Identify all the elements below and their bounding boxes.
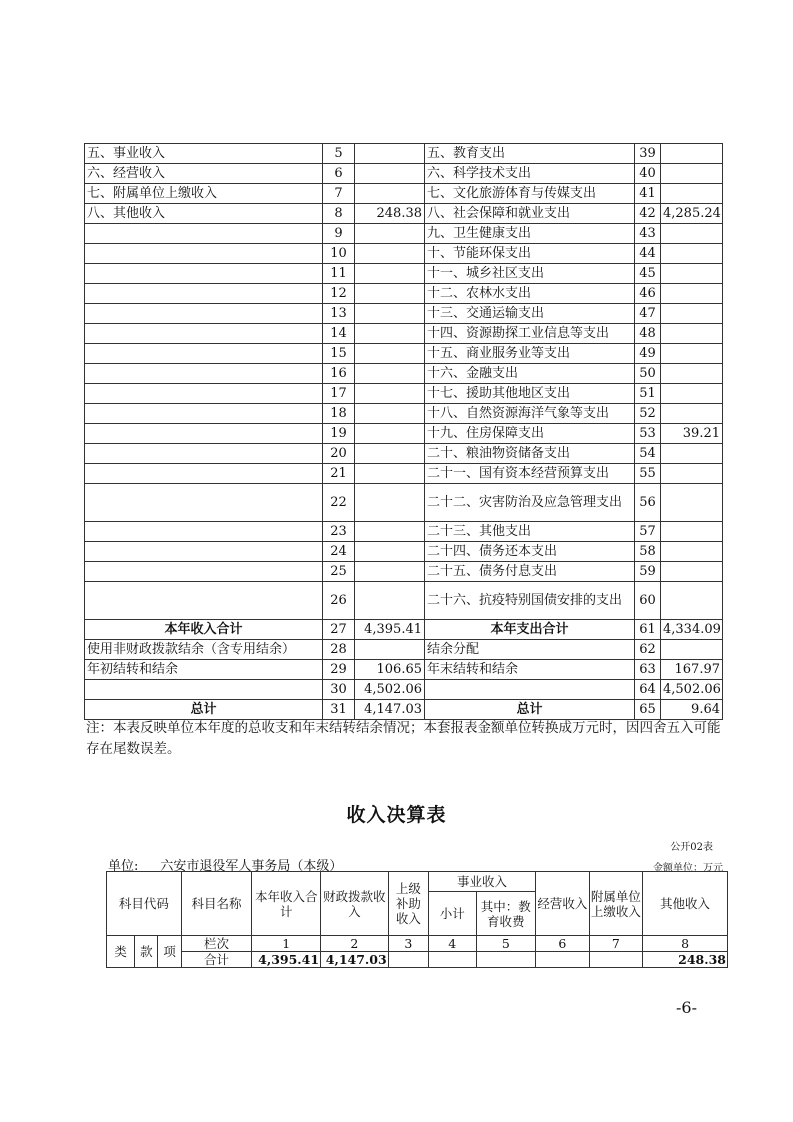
income-amount: [355, 144, 425, 164]
expense-line-no: 43: [635, 224, 661, 244]
expense-amount: [661, 384, 723, 404]
expense-amount: [661, 444, 723, 464]
expense-line-no: 57: [635, 522, 661, 542]
expense-line-no: 48: [635, 324, 661, 344]
income-line-no: 5: [323, 144, 355, 164]
table-row: [85, 404, 723, 424]
column-no-7: 7: [589, 936, 643, 952]
expense-line-no: 41: [635, 184, 661, 204]
header-subject-name: 科目名称: [181, 872, 252, 936]
amount-unit: 金额单位：万元: [653, 863, 723, 874]
expense-line-no: 45: [635, 264, 661, 284]
income-line-no: 29: [323, 660, 355, 680]
expense-line-no: 40: [635, 164, 661, 184]
expense-item: [425, 680, 635, 700]
table-row: [85, 582, 723, 620]
income-item: [85, 284, 323, 304]
income-line-no: 17: [323, 384, 355, 404]
income-line-no: 14: [323, 324, 355, 344]
income-line-no: 30: [323, 680, 355, 700]
expense-item: 十八、自然资源海洋气象等支出: [425, 404, 635, 424]
table-row: [85, 244, 723, 264]
table-code: 公开02表: [670, 842, 713, 853]
expense-item: 二十三、其他支出: [425, 522, 635, 542]
income-amount: [355, 582, 425, 620]
income-amount: [355, 424, 425, 444]
header-affiliated-income: 附属单位上缴收入: [589, 872, 643, 936]
expense-item: 十七、援助其他地区支出: [425, 384, 635, 404]
income-item: [85, 404, 323, 424]
income-item: 本年收入合计: [85, 620, 323, 640]
expense-amount: 39.21: [661, 424, 723, 444]
income-line-no: 15: [323, 344, 355, 364]
expense-amount: [661, 284, 723, 304]
expense-amount: [661, 144, 723, 164]
income-amount: [355, 384, 425, 404]
expense-item: 九、卫生健康支出: [425, 224, 635, 244]
table-row: [85, 700, 723, 720]
income-amount: [355, 364, 425, 384]
expense-line-no: 53: [635, 424, 661, 444]
income-line-no: 7: [323, 184, 355, 204]
income-item: [85, 444, 323, 464]
income-item: 总计: [85, 700, 323, 720]
table-row: [85, 562, 723, 582]
income-item: [85, 582, 323, 620]
expense-amount: [661, 244, 723, 264]
table-row: [85, 384, 723, 404]
income-amount: [355, 284, 425, 304]
header-annual-income-total: 本年收入合计: [252, 872, 321, 936]
income-amount: [355, 542, 425, 562]
expense-item: 二十二、灾害防治及应急管理支出: [425, 484, 635, 522]
expense-line-no: 62: [635, 640, 661, 660]
total-annual-income: 4,395.41: [252, 952, 321, 968]
table-row: [85, 542, 723, 562]
unit-name: 六安市退役军人事务局（本级）: [160, 859, 343, 874]
table-row: [85, 484, 723, 522]
header-subtotal: 小计: [429, 892, 476, 936]
expense-line-no: 63: [635, 660, 661, 680]
income-line-no: 27: [323, 620, 355, 640]
table-row: [85, 284, 723, 304]
expense-item: 本年支出合计: [425, 620, 635, 640]
table-row: [85, 164, 723, 184]
income-amount: [355, 184, 425, 204]
expense-item: 六、科学技术支出: [425, 164, 635, 184]
income-amount: 106.65: [355, 660, 425, 680]
header-fiscal-appropriation: 财政拨款收入: [321, 872, 389, 936]
expense-amount: [661, 164, 723, 184]
income-amount: [355, 324, 425, 344]
expense-amount: [661, 640, 723, 660]
total-other-income: 248.38: [643, 952, 728, 968]
income-amount: [355, 522, 425, 542]
income-item: [85, 542, 323, 562]
expense-item: 结余分配: [425, 640, 635, 660]
income-item: [85, 304, 323, 324]
expense-item: 二十一、国有资本经营预算支出: [425, 464, 635, 484]
income-line-no: 25: [323, 562, 355, 582]
expense-line-no: 55: [635, 464, 661, 484]
income-amount: 4,502.06: [355, 680, 425, 700]
header-other-income: 其他收入: [643, 872, 728, 936]
total-education-fees: [476, 952, 536, 968]
income-line-no: 24: [323, 542, 355, 562]
table-row: [85, 324, 723, 344]
expense-line-no: 46: [635, 284, 661, 304]
expense-item: 十五、商业服务业等支出: [425, 344, 635, 364]
income-amount: [355, 464, 425, 484]
expense-item: 十三、交通运输支出: [425, 304, 635, 324]
expense-amount: [661, 324, 723, 344]
header-kuan: 款: [135, 936, 158, 968]
income-item: 年初结转和结余: [85, 660, 323, 680]
table-row: [85, 522, 723, 542]
header-xiang: 项: [158, 936, 181, 968]
table-row: [85, 660, 723, 680]
table-row: [85, 620, 723, 640]
income-line-no: 10: [323, 244, 355, 264]
income-line-no: 18: [323, 404, 355, 424]
income-amount: [355, 164, 425, 184]
income-item: 八、其他收入: [85, 204, 323, 224]
table-row: [85, 344, 723, 364]
expense-item: 十九、住房保障支出: [425, 424, 635, 444]
income-item: [85, 424, 323, 444]
table-row: [85, 680, 723, 700]
table-row: [85, 144, 723, 164]
expense-item: 十、节能环保支出: [425, 244, 635, 264]
expense-line-no: 54: [635, 444, 661, 464]
table-row: [85, 264, 723, 284]
expense-amount: [661, 224, 723, 244]
expense-line-no: 39: [635, 144, 661, 164]
expense-amount: [661, 184, 723, 204]
income-amount: 248.38: [355, 204, 425, 224]
expense-amount: [661, 582, 723, 620]
income-line-no: 16: [323, 364, 355, 384]
table-row: [85, 464, 723, 484]
column-no-8: 8: [643, 936, 728, 952]
income-amount: [355, 224, 425, 244]
expense-item: 五、教育支出: [425, 144, 635, 164]
expense-item: 十一、城乡社区支出: [425, 264, 635, 284]
expense-item: 年末结转和结余: [425, 660, 635, 680]
expense-amount: [661, 304, 723, 324]
expense-amount: [661, 364, 723, 384]
expense-line-no: 64: [635, 680, 661, 700]
income-item: 七、附属单位上缴收入: [85, 184, 323, 204]
income-amount: [355, 264, 425, 284]
expense-amount: [661, 542, 723, 562]
table-row: [85, 304, 723, 324]
column-no-2: 2: [321, 936, 389, 952]
expense-amount: 4,334.09: [661, 620, 723, 640]
page-number: -6-: [676, 998, 697, 1017]
header-of-which-education: 其中：教育收费: [476, 892, 536, 936]
expense-line-no: 42: [635, 204, 661, 224]
income-item: 五、事业收入: [85, 144, 323, 164]
expense-amount: [661, 562, 723, 582]
total-fiscal-appropriation: 4,147.03: [321, 952, 389, 968]
table-row: [85, 444, 723, 464]
income-amount: [355, 344, 425, 364]
income-line-no: 19: [323, 424, 355, 444]
total-operating-income: [536, 952, 590, 968]
expense-amount: 4,285.24: [661, 204, 723, 224]
income-item: [85, 344, 323, 364]
income-item: [85, 364, 323, 384]
column-no-3: 3: [388, 936, 428, 952]
income-item: [85, 324, 323, 344]
table-row: [85, 224, 723, 244]
income-line-no: 8: [323, 204, 355, 224]
income-line-no: 31: [323, 700, 355, 720]
income-item: [85, 484, 323, 522]
income-line-no: 9: [323, 224, 355, 244]
column-no-4: 4: [429, 936, 476, 952]
expense-amount: [661, 264, 723, 284]
expense-line-no: 47: [635, 304, 661, 324]
expense-line-no: 59: [635, 562, 661, 582]
income-line-no: 20: [323, 444, 355, 464]
expense-amount: 9.64: [661, 700, 723, 720]
header-superior-subsidy: 上级补助收入: [388, 872, 428, 936]
expense-item: 二十五、债务付息支出: [425, 562, 635, 582]
table-row: [85, 640, 723, 660]
income-item: [85, 384, 323, 404]
expense-line-no: 50: [635, 364, 661, 384]
income-item: [85, 224, 323, 244]
expense-amount: 4,502.06: [661, 680, 723, 700]
income-amount: [355, 562, 425, 582]
income-final-accounts-table: [106, 871, 728, 968]
expense-item: 二十六、抗疫特别国债安排的支出: [425, 582, 635, 620]
income-line-no: 11: [323, 264, 355, 284]
table-row: [85, 204, 723, 224]
expense-line-no: 49: [635, 344, 661, 364]
expense-amount: [661, 522, 723, 542]
income-expense-summary-table: [84, 143, 723, 720]
income-item: [85, 464, 323, 484]
expense-amount: [661, 484, 723, 522]
income-item: 使用非财政拨款结余（含专用结余）: [85, 640, 323, 660]
income-amount: [355, 444, 425, 464]
income-item: [85, 680, 323, 700]
income-line-no: 12: [323, 284, 355, 304]
column-no-5: 5: [476, 936, 536, 952]
total-label: 合计: [181, 952, 252, 968]
table-row: [85, 424, 723, 444]
income-amount: [355, 484, 425, 522]
expense-item: 七、文化旅游体育与传媒支出: [425, 184, 635, 204]
income-amount: [355, 404, 425, 424]
income-line-no: 23: [323, 522, 355, 542]
expense-line-no: 61: [635, 620, 661, 640]
income-amount: 4,147.03: [355, 700, 425, 720]
expense-item: 十二、农林水支出: [425, 284, 635, 304]
income-item: 六、经营收入: [85, 164, 323, 184]
expense-line-no: 60: [635, 582, 661, 620]
expense-item: 八、社会保障和就业支出: [425, 204, 635, 224]
expense-item: 二十、粮油物资储备支出: [425, 444, 635, 464]
income-item: [85, 264, 323, 284]
expense-item: 十四、资源勘探工业信息等支出: [425, 324, 635, 344]
income-line-no: 28: [323, 640, 355, 660]
unit-label: 单位:: [108, 859, 139, 874]
income-item: [85, 522, 323, 542]
expense-line-no: 58: [635, 542, 661, 562]
table-note: 注：本表反映单位本年度的总收支和年末结转结余情况；本套报表金额单位转换成万元时，因四舍五入可能存在尾数误差。: [86, 720, 721, 757]
income-item: [85, 244, 323, 264]
table-row: [85, 364, 723, 384]
income-amount: 4,395.41: [355, 620, 425, 640]
income-line-no: 6: [323, 164, 355, 184]
income-amount: [355, 304, 425, 324]
expense-item: 二十四、债务还本支出: [425, 542, 635, 562]
header-operating-income: 经营收入: [536, 872, 590, 936]
expense-amount: [661, 404, 723, 424]
expense-amount: [661, 344, 723, 364]
column-no-6: 6: [536, 936, 590, 952]
expense-item: 总计: [425, 700, 635, 720]
table-row: [85, 184, 723, 204]
expense-line-no: 52: [635, 404, 661, 424]
expense-line-no: 56: [635, 484, 661, 522]
total-superior-subsidy: [388, 952, 428, 968]
expense-amount: 167.97: [661, 660, 723, 680]
total-affiliated-income: [589, 952, 643, 968]
income-amount: [355, 640, 425, 660]
income-item: [85, 562, 323, 582]
income-table-title: 收入决算表: [346, 804, 447, 826]
income-line-no: 22: [323, 484, 355, 522]
income-line-no: 26: [323, 582, 355, 620]
total-business-subtotal: [429, 952, 476, 968]
expense-line-no: 65: [635, 700, 661, 720]
expense-item: 十六、金融支出: [425, 364, 635, 384]
expense-line-no: 44: [635, 244, 661, 264]
expense-line-no: 51: [635, 384, 661, 404]
income-amount: [355, 244, 425, 264]
header-business-income: 事业收入: [429, 872, 536, 892]
column-no-1: 1: [252, 936, 321, 952]
header-subject-code: 科目代码: [107, 872, 182, 936]
income-line-no: 13: [323, 304, 355, 324]
expense-amount: [661, 464, 723, 484]
header-lei: 类: [107, 936, 135, 968]
income-line-no: 21: [323, 464, 355, 484]
column-no-label: 栏次: [181, 936, 252, 952]
